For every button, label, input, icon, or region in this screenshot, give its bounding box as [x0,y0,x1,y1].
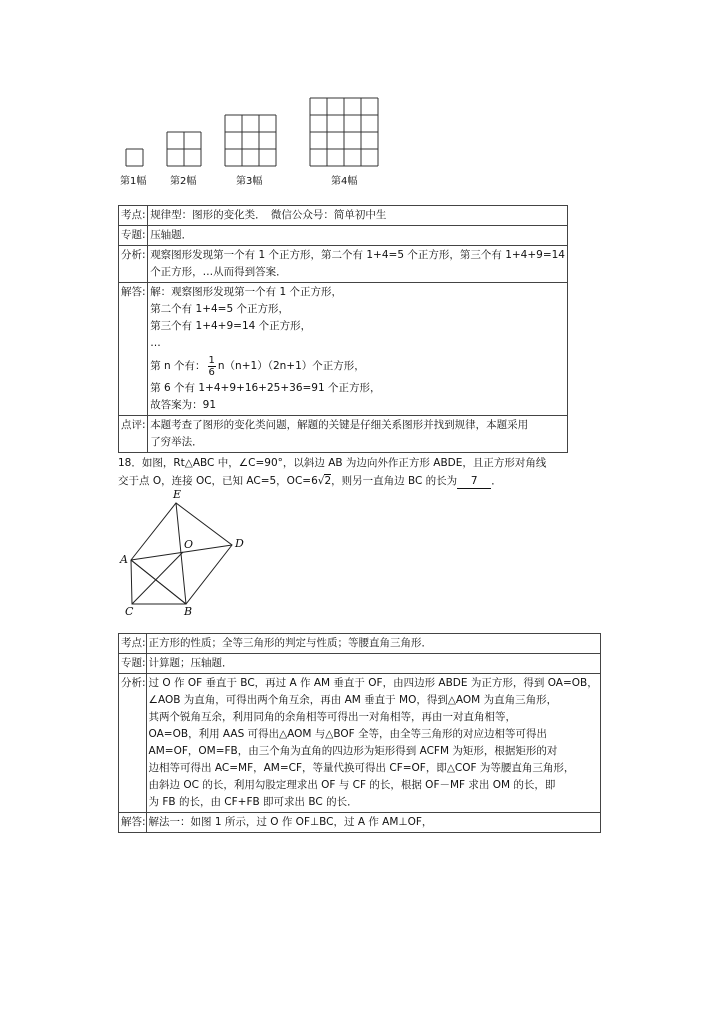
square-pattern-figures [0,0,724,200]
point-label-B: B [184,605,193,618]
hypotenuse-AB [131,560,186,604]
row-dianping: 点评: 本题考查了图形的变化类问题，解题的关键是仔细关系图形并找到规律，本题采用 了穷举法． [119,416,568,453]
row-jieda: 解答: 解法一：如图 1 所示，过 O 作 OF⊥BC，过 A 作 AM⊥OF， [119,813,601,833]
caption-figure-1: 第1幅 [120,176,147,187]
solution-table-17 [118,205,568,453]
diagonal-AD [131,545,232,560]
answer-blank: 7 [457,475,491,489]
row-jieda: 解答: 解：观察图形发现第一个有 1 个正方形， 第二个有 1+4=5 个正方形， 第三个有 1+4+9=14 个正方形， … 第 n 个有： $\frac{1}{6}$ n（n+1）（2n+1）个正方形， 第 6 个有 1+4+9+16+25+36=91 个正方形， 故答案为：91 [119,283,568,416]
point-label-O: O [184,538,194,551]
row-kaodian: 考点: 正方形的性质；全等三角形的判定与性质；等腰直角三角形． [119,634,601,654]
solution-table-18 [118,633,601,833]
fraction: $\frac{1}{6}$ [208,354,215,378]
question-18-line2: 交于点 O，连接 OC，已知 AC=5，OC=6√2，则另一直角边 BC 的长为 7 ． [118,475,502,487]
row-fenxi: 分析: 观察图形发现第一个有 1 个正方形，第二个有 1+4=5 个正方形，第三个有 1+4+9=14 个正方形，…从而得到答案． [119,246,568,283]
row-zhuanti: 专题: 计算题；压轴题． [119,654,601,674]
caption-figure-2: 第2幅 [170,176,197,187]
row-fenxi: 分析: 过 O 作 OF 垂直于 BC，再过 A 作 AM 垂直于 OF，由四边形 ABDE 为正方形，得到 OA=OB， ∠AOB 为直角，可得出两个角互余，再由 AM 垂直于 MO，得到△AOM 为直角三角形， 其两个锐角互余，利用同角的余角相等可得出一对角相等，再由一对直角相等， OA=OB，利用 AAS 可得出△AOM 与△BOF 全等，由全等三角形的对应边相等可得出 AM=OF，OM=FB，由三个角为直角的四边形为矩形得到 ACFM 为矩形，根据矩形的对 边相等可得出 AC=MF，AM=CF，等量代换可得出 CF=OF，即△COF 为等腰直角三角形， 由斜边 OC 的长，利用勾股定理求出 OF 与 CF 的长，根据 OF－MF 求出 OM 的长，即 为 FB 的长，由 CF+FB 即可求出 BC 的长． [119,674,601,813]
diagonal-EB [176,503,186,604]
formula-line: 第 n 个有： $\frac{1}{6}$ n（n+1）（2n+1）个正方形， [150,354,365,378]
point-label-D: D [235,537,244,550]
square-ABDE [131,503,232,604]
segment-OC [132,552,183,604]
point-label-C: C [125,605,134,618]
sqrt-symbol: √2 [317,475,332,487]
point-label-A: A [120,553,128,566]
caption-figure-3: 第3幅 [236,176,263,187]
question-18-line1: 18．如图，Rt△ABC 中，∠C=90°，以斜边 AB 为边向外作正方形 ABDE，且正方形对角线 [118,457,547,469]
row-zhuanti: 专题: 压轴题． [119,226,568,246]
triangle-legs [131,560,186,604]
point-label-E: E [173,488,182,501]
caption-figure-4: 第4幅 [331,176,358,187]
row-kaodian: 考点: 规律型：图形的变化类． 微信公众号：简单初中生 [119,206,568,226]
